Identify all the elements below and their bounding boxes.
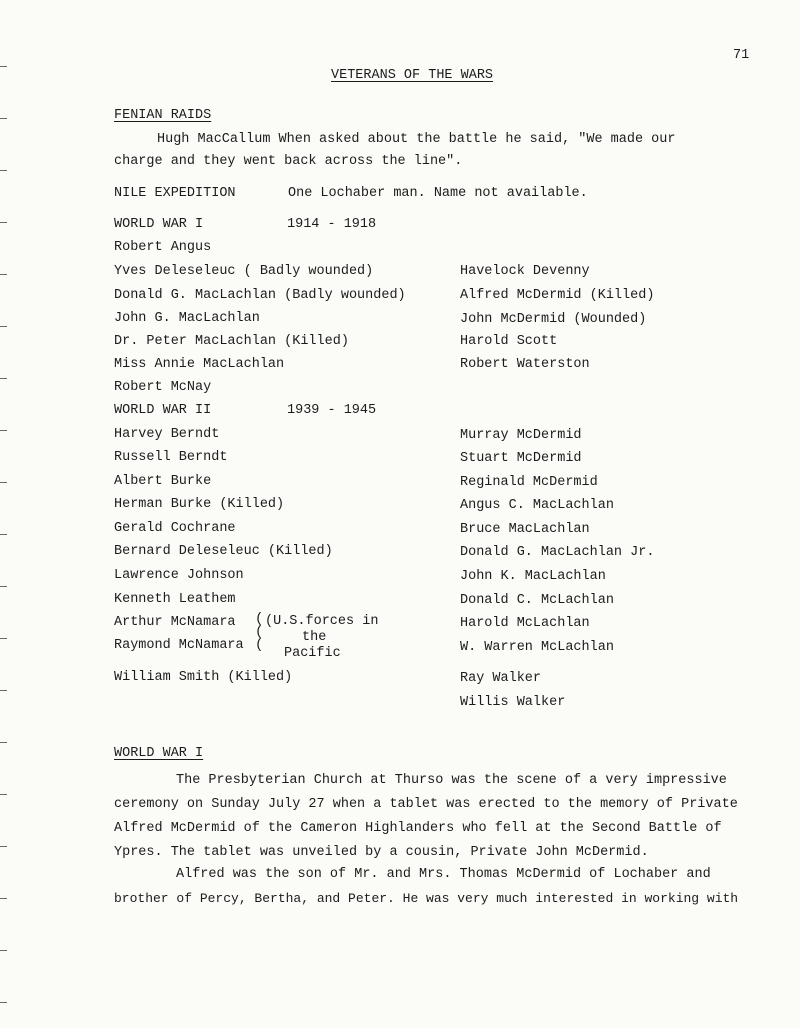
- ww2-left-name: William Smith (Killed): [114, 670, 293, 685]
- ww2-right-name: W. Warren McLachlan: [460, 640, 614, 655]
- ww2-left-name: Bernard Deleseleuc (Killed): [114, 544, 333, 559]
- ww1-right-name: Harold Scott: [460, 334, 558, 349]
- narrative-line: brother of Percy, Bertha, and Peter. He was very much interested in working with: [114, 891, 739, 906]
- narrative-line: Alfred was the son of Mr. and Mrs. Thomas McDermid of Lochaber and: [176, 867, 711, 882]
- narrative-line: ceremony on Sunday July 27 when a tablet was erected to the memory of Private: [114, 797, 738, 812]
- narrative-line: Alfred McDermid of the Cameron Highlanders who fell at the Second Battle of: [114, 821, 722, 836]
- ww1-left-name: Robert McNay: [114, 380, 212, 395]
- ww2-right-name: Donald C. McLachlan: [460, 593, 614, 608]
- ww2-left-name: Russell Berndt: [114, 450, 228, 465]
- ww2-right-name: John K. MacLachlan: [460, 569, 606, 584]
- ww2-right-name: Bruce MacLachlan: [460, 522, 590, 537]
- pacific-note: [265, 614, 378, 662]
- page-title: VETERANS OF THE WARS: [331, 68, 494, 83]
- ww2-heading: WORLD WAR II: [114, 403, 212, 418]
- ww2-right-name: Reginald McDermid: [460, 475, 598, 490]
- ww2-left-name: Gerald Cochrane: [114, 521, 236, 536]
- nile-heading: NILE EXPEDITION: [114, 186, 236, 201]
- ww2-left-name: Lawrence Johnson: [114, 568, 244, 583]
- ww2-right-name: Donald G. MacLachlan Jr.: [460, 545, 655, 560]
- ww2-years: 1939 - 1945: [287, 403, 377, 418]
- ww1-left-name: Miss Annie MacLachlan: [114, 357, 285, 372]
- page-number: 71: [733, 48, 750, 63]
- narrative-line: Ypres. The tablet was unveiled by a cousin, Private John McDermid.: [114, 845, 649, 860]
- ww1-left-name: John G. MacLachlan: [114, 311, 260, 326]
- ww2-left-name: Kenneth Leathem: [114, 592, 236, 607]
- ww1-years: 1914 - 1918: [287, 217, 377, 232]
- ww2-right-name: Murray McDermid: [460, 428, 582, 443]
- fenian-line-2: charge and they went back across the line".: [114, 154, 463, 169]
- ww1-heading: WORLD WAR I: [114, 217, 204, 232]
- ww1-right-name: Havelock Devenny: [460, 264, 590, 279]
- ww2-right-name: Ray Walker: [460, 671, 542, 686]
- ww2-left-name: Herman Burke (Killed): [114, 497, 285, 512]
- pacific-note-line: (U.S.forces in: [265, 614, 379, 629]
- ww1-left-name: Yves Deleseleuc ( Badly wounded): [114, 264, 374, 279]
- ww2-right-name: Stuart McDermid: [460, 451, 582, 466]
- pacific-brace: ( ( (: [255, 611, 264, 653]
- ww2-left-name: Harvey Berndt: [114, 427, 220, 442]
- fenian-heading: FENIAN RAIDS: [114, 108, 212, 123]
- ww2-right-name: Angus C. MacLachlan: [460, 498, 614, 513]
- ww1-left-name: Donald G. MacLachlan (Badly wounded): [114, 288, 406, 303]
- ww2-left-name: Raymond McNamara: [114, 638, 244, 653]
- nile-text: One Lochaber man. Name not available.: [288, 186, 588, 201]
- fenian-line-1: Hugh MacCallum When asked about the battle he said, "We made our: [157, 132, 676, 147]
- ww1-right-name: Robert Waterston: [460, 357, 590, 372]
- ww1-left-name: Robert Angus: [114, 240, 212, 255]
- pacific-note-line: the: [302, 630, 327, 645]
- narrative-line: The Presbyterian Church at Thurso was the scene of a very impressive: [176, 773, 727, 788]
- ww2-right-name: Harold McLachlan: [460, 616, 590, 631]
- ww1-right-name: John McDermid (Wounded): [460, 312, 647, 327]
- pacific-note-line: Pacific: [284, 646, 341, 661]
- ww2-left-name: Albert Burke: [114, 474, 212, 489]
- ww2-left-name: Arthur McNamara: [114, 615, 236, 630]
- ww2-right-name: Willis Walker: [460, 695, 566, 710]
- ww1-right-name: Alfred McDermid (Killed): [460, 288, 655, 303]
- ww1-left-name: Dr. Peter MacLachlan (Killed): [114, 334, 349, 349]
- narrative-heading: WORLD WAR I: [114, 746, 204, 761]
